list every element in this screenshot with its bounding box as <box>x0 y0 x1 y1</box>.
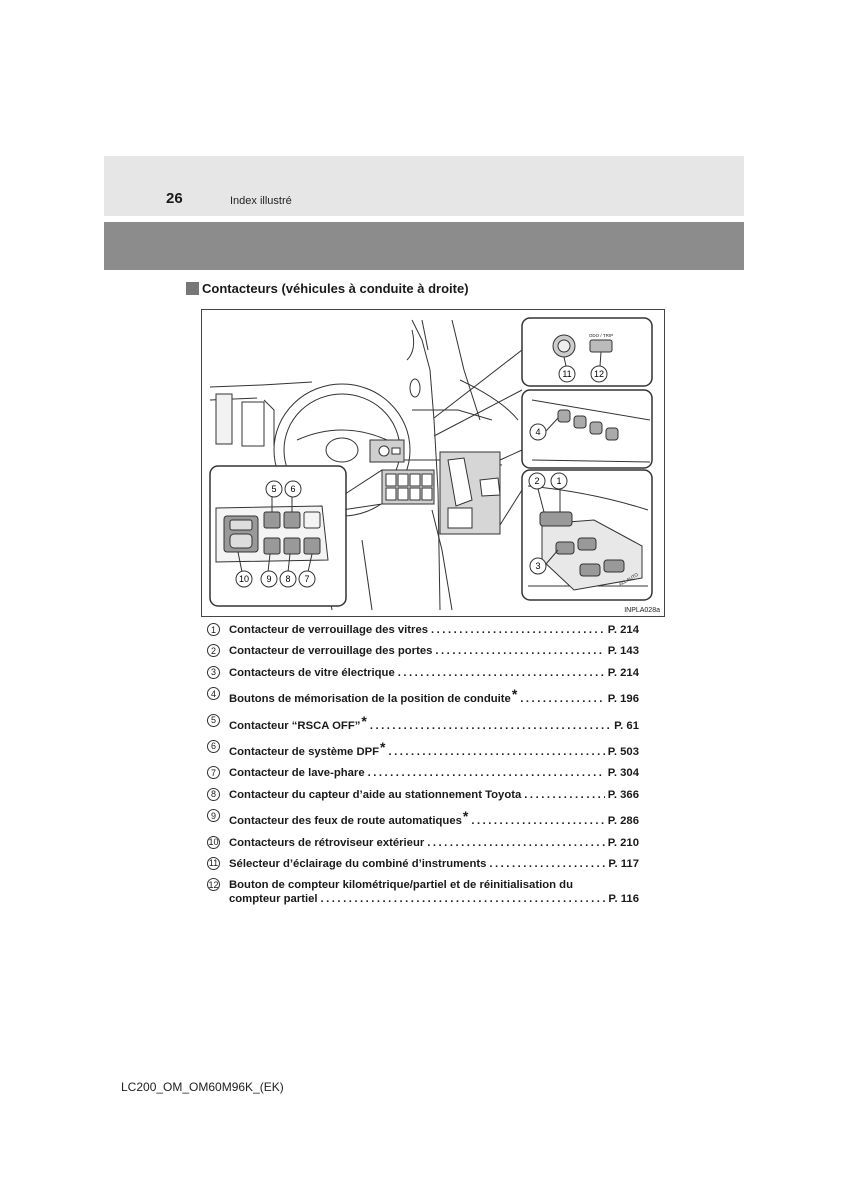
item-page-link[interactable]: P. 304 <box>607 767 639 780</box>
item-number: 9 <box>207 809 220 822</box>
callout-4: 4 <box>535 427 541 437</box>
callout-7: 7 <box>304 574 310 584</box>
list-item <box>207 623 639 637</box>
figure-code: INPLA028a <box>624 607 660 614</box>
item-label: Contacteur “RSCA OFF”* <box>229 713 367 732</box>
item-number: 11 <box>208 858 219 869</box>
item-number: 1 <box>207 623 220 636</box>
item-label: Contacteurs de vitre électrique <box>229 666 395 679</box>
header-gray-bar <box>104 222 744 270</box>
callout-2: 2 <box>534 476 540 486</box>
item-label-continued: compteur partiel <box>229 893 318 906</box>
item-number: 4 <box>207 687 220 700</box>
asterisk-mark: * <box>380 739 386 755</box>
item-number: 6 <box>207 740 220 753</box>
callout-6: 6 <box>290 484 296 494</box>
list-item <box>207 836 639 850</box>
callout-1: 1 <box>556 476 562 486</box>
item-number: 2 <box>207 644 220 657</box>
callout-11: 11 <box>562 369 572 379</box>
item-label: Contacteur de lave-phare <box>229 767 365 780</box>
inset-memory-buttons <box>522 390 652 468</box>
item-page-link[interactable]: P. 116 <box>608 893 639 906</box>
item-page-link[interactable]: P. 366 <box>607 788 639 801</box>
inset-door-switches <box>522 470 652 600</box>
inset-switch-panel <box>210 466 346 606</box>
item-label: Contacteur de verrouillage des vitres <box>229 624 429 636</box>
item-page-link[interactable]: P. 210 <box>607 836 639 849</box>
list-item <box>207 740 639 759</box>
callout-8: 8 <box>285 574 291 584</box>
page-number: 26 <box>166 190 183 207</box>
list-item <box>207 788 639 802</box>
asterisk-mark: * <box>462 809 469 825</box>
list-item <box>207 644 639 658</box>
list-item <box>207 687 639 706</box>
header-band <box>104 156 744 216</box>
item-number: 12 <box>208 879 219 890</box>
list-item <box>207 714 639 733</box>
section-title: Index illustré <box>230 195 292 207</box>
callout-5: 5 <box>271 484 277 494</box>
item-label: Bouton de compteur kilométrique/partiel et de réinitialisation du <box>229 879 573 892</box>
item-number: 8 <box>207 788 220 801</box>
item-page-link[interactable]: P. 61 <box>614 719 639 732</box>
switch-list <box>207 623 639 914</box>
item-number: 5 <box>207 714 220 727</box>
document-code-footer: LC200_OM_OM60M96K_(EK) <box>121 1080 284 1094</box>
item-label: Contacteur du capteur d’aide au stationnement Toyota <box>229 788 522 801</box>
item-page-link[interactable]: P. 143 <box>607 645 639 658</box>
section-heading-text: Contacteurs (véhicules à conduite à droite) <box>202 281 469 296</box>
callout-12: 12 <box>593 369 605 379</box>
item-page-link[interactable]: P. 214 <box>607 666 639 679</box>
item-label: Contacteurs de rétroviseur extérieur <box>229 836 425 849</box>
item-page-link[interactable]: P. 214 <box>607 624 639 636</box>
list-item <box>207 878 639 906</box>
callout-3: 3 <box>535 561 541 571</box>
odo-trip-label: ODO / TRIP <box>588 333 614 338</box>
list-item <box>207 766 639 780</box>
list-item <box>207 809 639 828</box>
asterisk-mark: * <box>361 713 367 729</box>
item-label: Contacteur de système DPF* <box>229 739 386 758</box>
item-label: Sélecteur d’éclairage du combiné d’instruments <box>229 857 487 870</box>
item-number: 3 <box>207 666 220 679</box>
asterisk-mark: * <box>511 687 518 703</box>
item-label: Contacteur des feux de route automatiques* <box>229 809 469 828</box>
item-page-link[interactable]: P. 286 <box>607 815 639 828</box>
item-page-link[interactable]: P. 196 <box>607 693 639 706</box>
list-item <box>207 666 639 680</box>
item-page-link[interactable]: P. 117 <box>608 857 639 870</box>
item-label: Contacteur de verrouillage des portes <box>229 645 433 658</box>
item-page-link[interactable]: P. 503 <box>607 745 639 758</box>
all-auto-label: ALL AUTO <box>618 571 639 587</box>
callout-9: 9 <box>266 574 272 584</box>
list-item <box>207 857 639 871</box>
switch-location-figure <box>201 309 665 617</box>
heading-square-icon <box>186 282 199 295</box>
callout-10: 10 <box>238 574 250 584</box>
section-heading <box>186 281 469 296</box>
item-label: Boutons de mémorisation de la position de conduite* <box>229 687 518 706</box>
inset-instrument-switches <box>522 318 652 386</box>
item-number: 7 <box>207 766 220 779</box>
item-number: 10 <box>208 837 219 848</box>
